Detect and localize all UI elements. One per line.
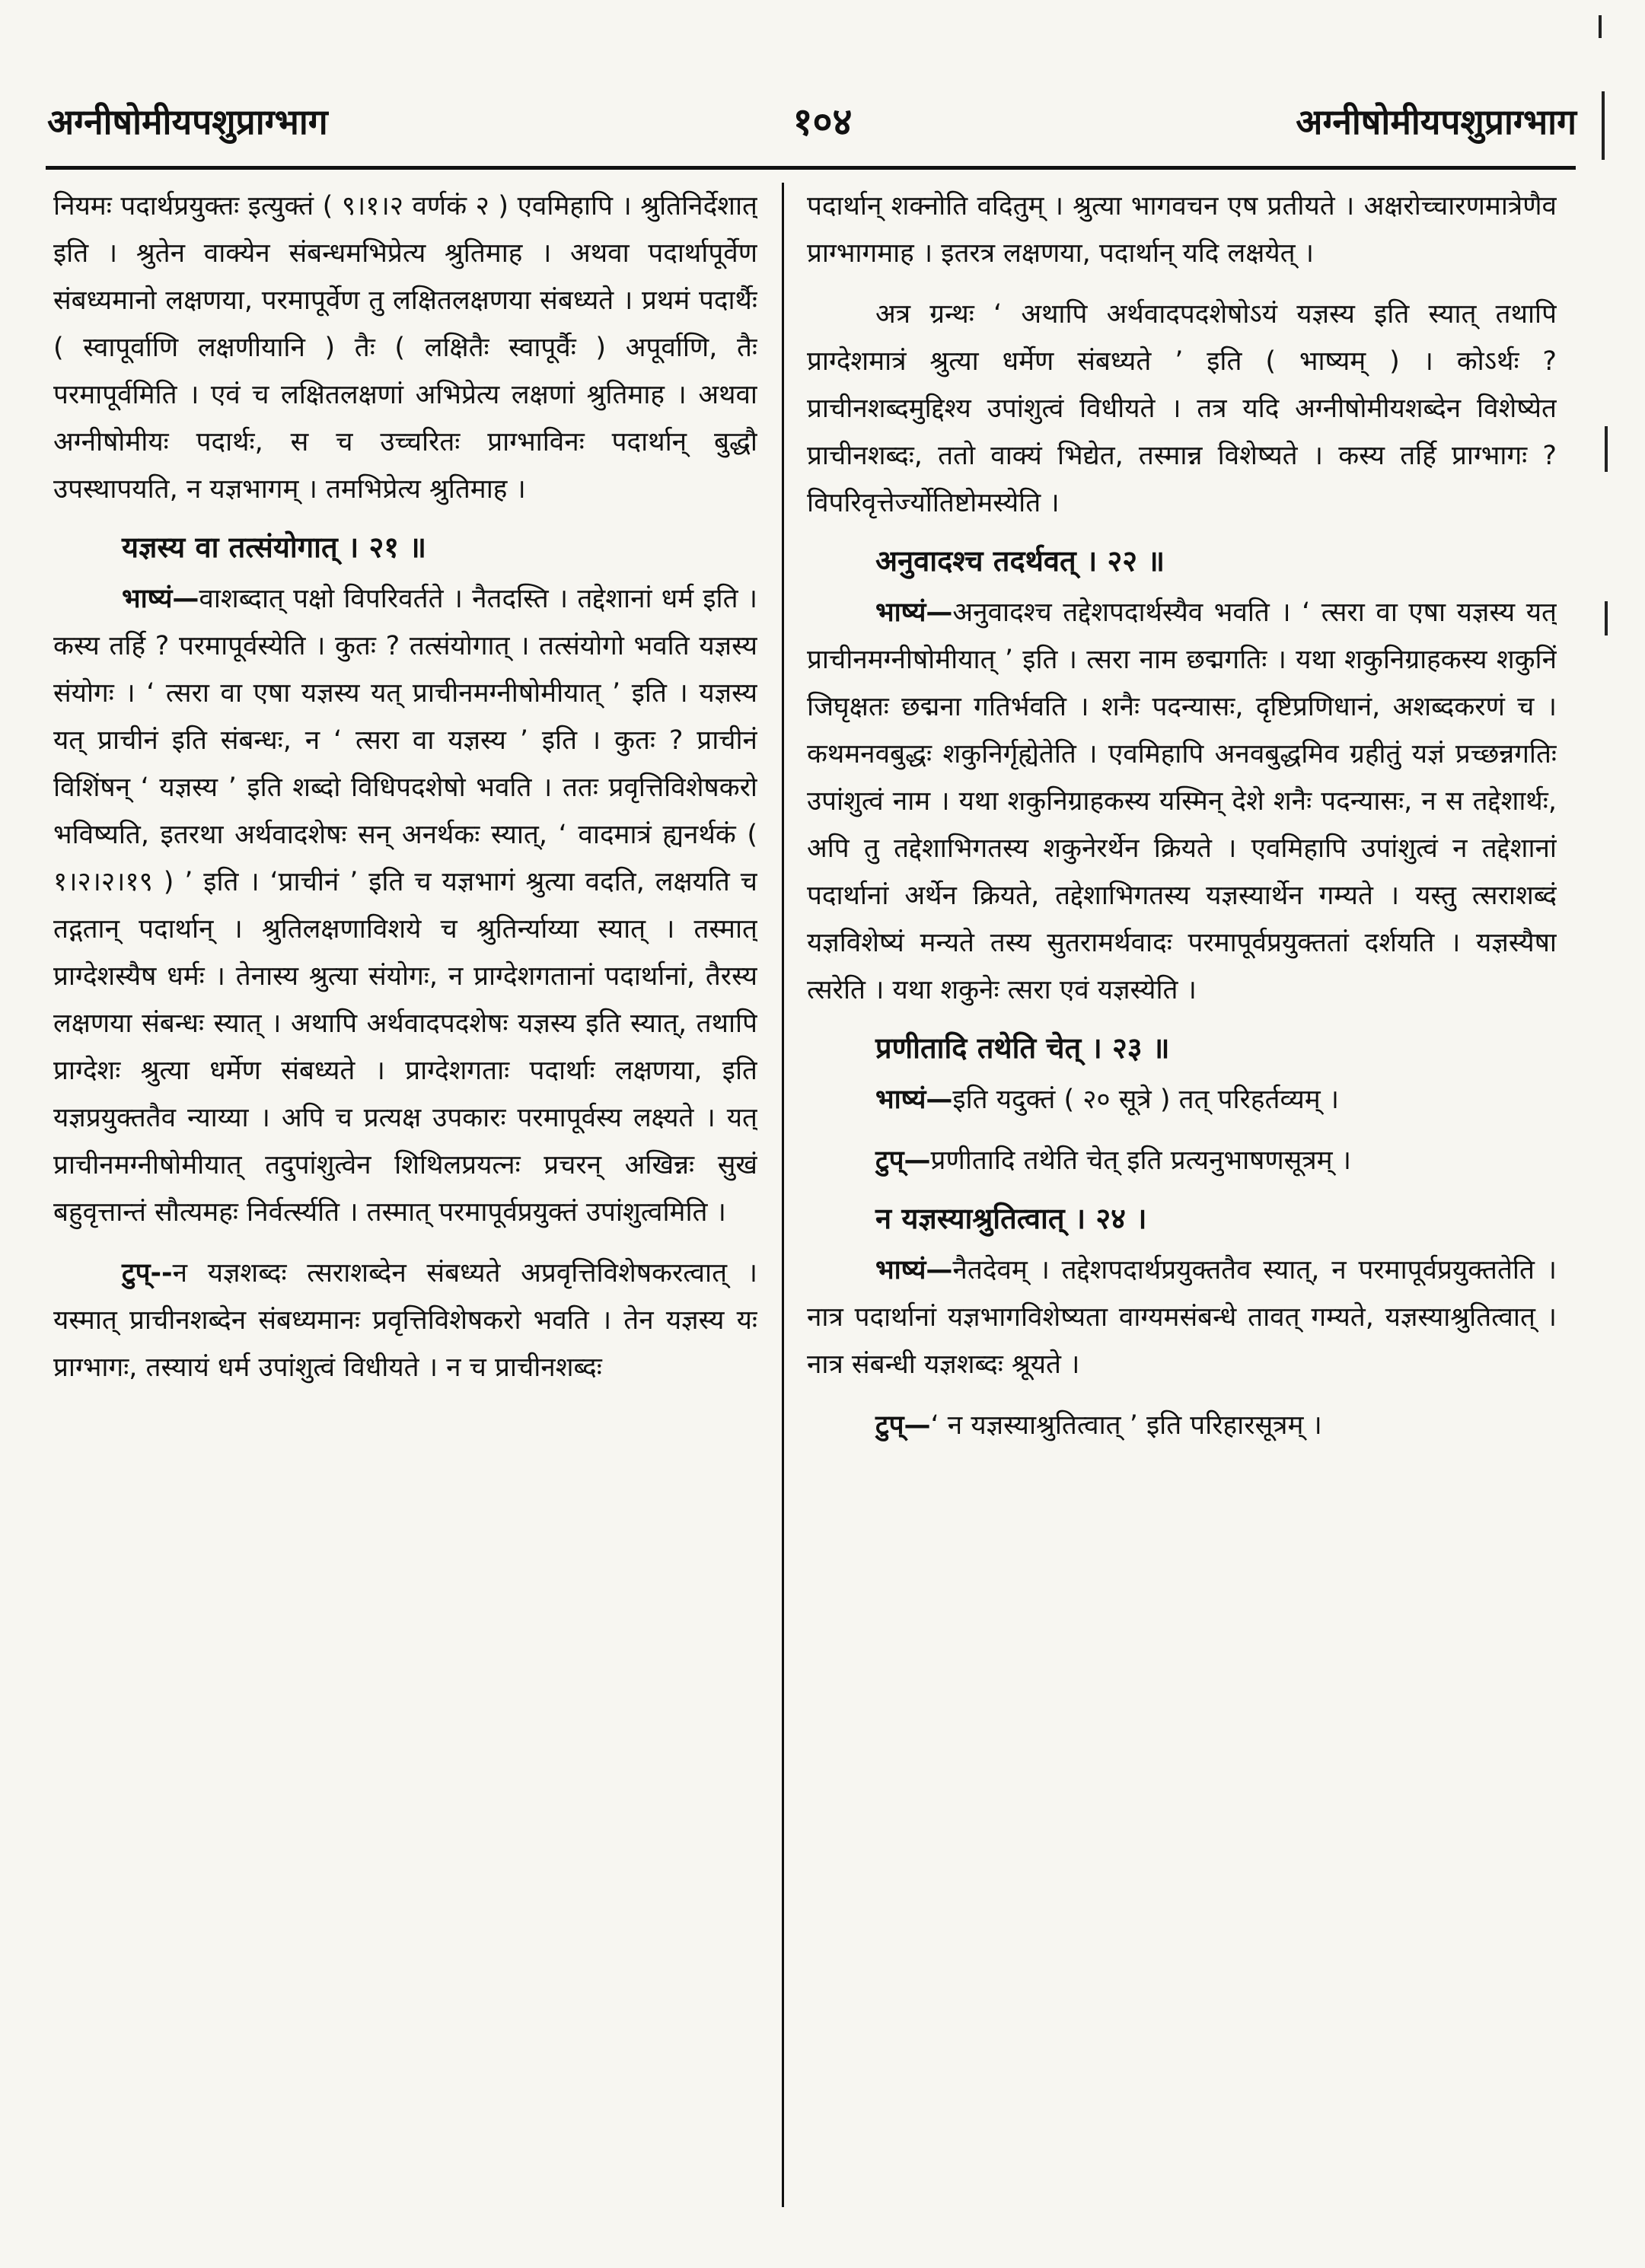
bhashya-label: भाष्यं— (875, 597, 953, 628)
bhashya-label: भाष्यं— (875, 1255, 953, 1285)
margin-mark (1602, 91, 1605, 160)
sutra-21: यज्ञस्य वा तत्संयोगात् । २१ ॥ (122, 530, 427, 564)
column-divider (782, 183, 784, 2207)
left-paragraph-3: न यज्ञशब्दः त्सराशब्देन संबध्यते अप्रवृत्तिविशेषकरत्वात् । यस्मात् प्राचीनशब्देन संबध्यमानः प्रवृत्तिविशेषकरो भवति । तेन यज्ञस्य यः प्राग्भागः, तस्यायं धर्म उपांशुत्वं विधीयते । न च प्राचीनशब्दः (53, 1258, 757, 1383)
right-paragraph-6: नैतदेवम् । तद्देशपदार्थप्रयुक्ततैव स्यात्, न परमापूर्वप्रयुक्ततेति । नात्र पदार्थानां यज्ञभागविशेष्यता वाग्यमसंबन्धे तावत् गम्यते, यज्ञस्याश्रुतित्वात् । नात्र संबन्धी यज्ञशब्दः श्रूयते । (807, 1255, 1557, 1380)
right-paragraph-4: इति यदुक्तं ( २० सूत्रे ) तत् परिहर्तव्यम् । (952, 1085, 1340, 1115)
left-paragraph-1: नियमः पदार्थप्रयुक्तः इत्युक्तं ( ९।१।२ वर्णकं २ ) एवमिहापि । श्रुतिनिर्देशात् इति । श्रुतेन वाक्येन संबन्धमभिप्रेत्य श्रुतिमाह । अथवा पदार्थापूर्वेण संबध्यमानो लक्षणया, परमापूर्वेण तु लक्षितलक्षणया संबध्यते । प्रथमं पदार्थैः ( स्वापूर्वाणि लक्षणीयानि ) तैः ( लक्षितैः स्वापूर्वैः ) अपूर्वाणि, तैः परमापूर्वमिति । एवं च लक्षितलक्षणां अभिप्रेत्य लक्षणां श्रुतिमाह । अथवा अग्नीषोमीयः पदार्थः, स च उच्चरितः प्राग्भाविनः पदार्थान् बुद्धौ उपस्थापयति, न यज्ञभागम् । तमभिप्रेत्य श्रुतिमाह । (53, 191, 757, 505)
running-header-right: अग्नीषोमीयपशुप्राग्भाग (1296, 101, 1576, 142)
right-paragraph-5: प्रणीतादि तथेति चेत् इति प्रत्यनुभाषणसूत्रम् । (930, 1145, 1351, 1176)
page-number: १०४ (792, 100, 853, 144)
left-paragraph-2: वाशब्दात् पक्षो विपरिवर्तते । नैतदस्ति । तद्देशानां धर्म इति । कस्य तर्हि ? परमापूर्वस्येति । कुतः ? तत्संयोगात् । तत्संयोगो भवति यज्ञस्य संयोगः । ‘ त्सरा वा एषा यज्ञस्य यत् प्राचीनमग्नीषोमीयात् ’ इति । यज्ञस्य यत् प्राचीनं इति संबन्धः, न ‘ त्सरा वा यज्ञस्य ’ इति । कुतः ? प्राचीनं विशिंषन् ‘ यज्ञस्य ’ इति शब्दो विधिपदशेषो भवति । ततः प्रवृत्तिविशेषकरो भविष्यति, इतरथा अर्थवादशेषः सन् अनर्थकः स्यात्, ‘ वादमात्रं ह्यनर्थकं ( १।२।२।१९ ) ’ इति । ‘प्राचीनं ’ इति च यज्ञभागं श्रुत्या वदति, लक्षयति च तद्गतान् पदार्थान् । श्रुतिलक्षणाविशये च श्रुतिर्न्याय्या स्यात् । तस्मात् प्राग्देशस्यैष धर्मः । तेनास्य श्रुत्या संयोगः, न प्राग्देशगतानां पदार्थानां, तैरस्य लक्षणया संबन्धः स्यात् । अथापि अर्थवादपदशेषः यज्ञस्य इति स्यात्, तथापि प्राग्देशः श्रुत्या धर्मेण संबध्यते । प्राग्देशगताः पदार्थाः लक्षणया, इति यज्ञप्रयुक्ततैव न्याय्या । अपि च प्रत्यक्ष उपकारः परमापूर्वस्य लक्ष्यते । यत् प्राचीनमग्नीषोमीयात् तदुपांशुत्वेन शिथिलप्रयत्नः प्रचरन् अखिन्नः सुखं बहुवृत्तान्तं सौत्यमहः निर्वर्त्स्यति । तस्मात् परमापूर्वप्रयुक्तं उपांशुत्वमिति । (53, 584, 757, 1228)
tup-label: टुप्— (875, 1410, 931, 1441)
tup-label: टुप्— (875, 1145, 931, 1176)
right-bhashya-paragraph-3 (807, 1247, 1557, 1388)
left-column (53, 183, 757, 2222)
header-rule (46, 166, 1576, 170)
right-paragraph-7: ‘ न यज्ञस्याश्रुतित्वात् ’ इति परिहारसूत्रम् । (930, 1410, 1322, 1441)
right-bhashya-paragraph-1 (807, 589, 1557, 1014)
right-tup-paragraph-1 (807, 1137, 1557, 1184)
right-paragraph-1: पदार्थान् शक्नोति वदितुम् । श्रुत्या भागवचन एष प्रतीयते । अक्षरोच्चारणमात्रेणैव प्राग्भागमाह । इतरत्र लक्षणया, पदार्थान् यदि लक्षयेत् । (807, 191, 1557, 269)
margin-mark (1605, 601, 1608, 635)
bhashya-label: भाष्यं— (122, 584, 199, 614)
left-bhashya-paragraph (53, 575, 757, 1236)
sutra-22: अनुवादश्च तदर्थवत् । २२ ॥ (875, 544, 1165, 578)
sutra-23: प्रणीतादि तथेति चेत् । २३ ॥ (875, 1031, 1170, 1065)
bhashya-label: भाष्यं— (875, 1085, 953, 1115)
left-tup-paragraph (53, 1250, 757, 1391)
margin-mark (1605, 426, 1608, 472)
margin-mark (1599, 15, 1602, 38)
running-header-left: अग्नीषोमीयपशुप्राग्भाग (47, 101, 328, 142)
right-paragraph-2: अत्र ग्रन्थः ‘ अथापि अर्थवादपदशेषोऽयं यज्ञस्य इति स्यात् तथापि प्राग्देशमात्रं श्रुत्या धर्मेण संबध्यते ’ इति ( भाष्यम् ) । कोऽर्थः ? प्राचीनशब्दमुद्दिश्य उपांशुत्वं विधीयते । तत्र यदि अग्नीषोमीयशब्देन विशेष्येत प्राचीनशब्दः, ततो वाक्यं भिद्येत, तस्मान्न विशेष्यते । कस्य तर्हि प्राग्भागः ? विपरिवृत्तेर्ज्योतिष्टोमस्येति । (807, 299, 1557, 518)
right-bhashya-paragraph-2 (807, 1076, 1557, 1123)
sutra-24: न यज्ञस्याश्रुतित्वात् । २४ । (875, 1202, 1147, 1235)
right-paragraph-3: अनुवादश्च तद्देशपदार्थस्यैव भवति । ‘ त्सरा वा एषा यज्ञस्य यत् प्राचीनमग्नीषोमीयात् ’ इति । त्सरा नाम छद्मगतिः । यथा शकुनिग्राहकस्य शकुनिं जिघृक्षतः छद्मना गतिर्भवति । शनैः पदन्यासः, दृष्टिप्रणिधानं, अशब्दकरणं च । कथमनवबुद्धः शकुनिर्गृह्येतेति । एवमिहापि अनवबुद्धमिव ग्रहीतुं यज्ञं प्रच्छन्नगतिः उपांशुत्वं नाम । यथा शकुनिग्राहकस्य यस्मिन् देशे शनैः पदन्यासः, न स तद्देशार्थः, अपि तु तद्देशाभिगतस्य शकुनेरर्थेन क्रियते । एवमिहापि उपांशुत्वं न तद्देशानां पदार्थानां अर्थेन क्रियते, तद्देशाभिगतस्य यज्ञस्यार्थेन गम्यते । यस्तु त्सराशब्दं यज्ञविशेष्यं मन्यते तस्य सुतरामर्थवादः परमापूर्वप्रयुक्ततां दर्शयति । यज्ञस्यैषा त्सरेति । यथा शकुनेः त्सरा एवं यज्ञस्येति । (807, 597, 1557, 1005)
tup-label: टुप्-- (122, 1258, 173, 1288)
right-column (807, 183, 1557, 2222)
right-tup-paragraph-2 (807, 1402, 1557, 1449)
